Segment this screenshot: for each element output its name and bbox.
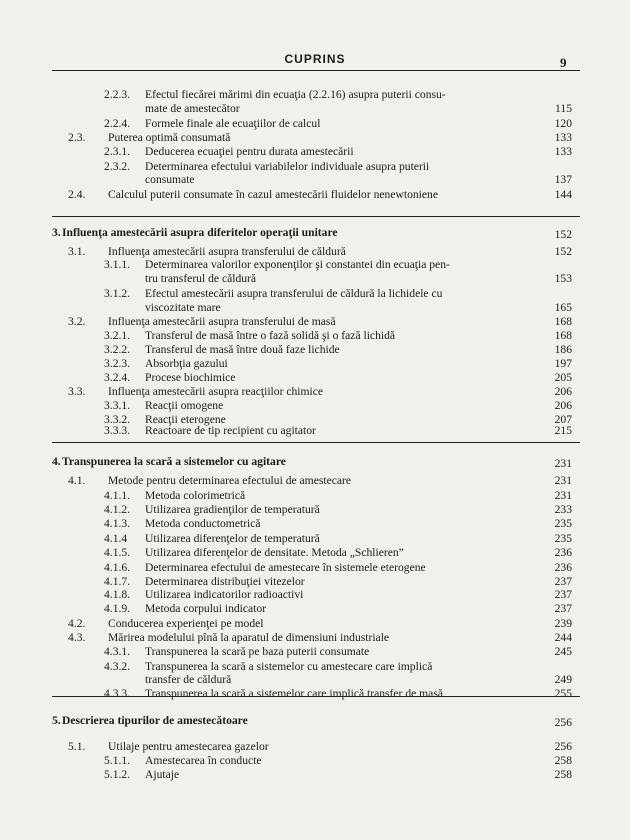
toc-entry-number: 4.1.9.: [104, 602, 131, 615]
toc-entry-number: 4.3.2.: [104, 660, 131, 673]
toc-entry-title: consumate: [145, 173, 195, 186]
toc-entry-page: 236: [554, 546, 572, 559]
toc-entry-number: 3.3.: [68, 385, 86, 398]
toc-entry-number: 3.2.2.: [104, 343, 131, 356]
toc-entry-title: Determinarea valorilor exponenţilor şi constantei din ecuaţia pen-: [145, 258, 450, 271]
toc-entry-number: 5.1.1.: [104, 754, 131, 767]
toc-entry-title: Metoda colorimetrică: [145, 489, 246, 502]
toc-entry-page: 206: [554, 385, 572, 398]
toc-entry-number: 2.3.1.: [104, 145, 131, 158]
toc-entry-title: mate de amestecător: [145, 102, 240, 115]
toc-entry-title: viscozitate mare: [145, 301, 221, 314]
toc-entry-number: 3.1.2.: [104, 287, 131, 300]
toc-entry-page: 120: [554, 117, 572, 130]
toc-entry-page: 235: [554, 517, 572, 530]
toc-entry-page: 197: [554, 357, 572, 370]
toc-entry-title: Utilaje pentru amestecarea gazelor: [108, 740, 269, 753]
toc-entry-page: 231: [554, 457, 572, 470]
toc-entry-number: 2.3.2.: [104, 160, 131, 173]
toc-entry-page: 152: [554, 228, 572, 241]
toc-entry-number: 3.2.: [68, 315, 86, 328]
toc-entry-title: Formele finale ale ecuaţiilor de calcul: [145, 117, 321, 130]
toc-entry-page: 152: [554, 245, 572, 258]
toc-entry-number: 4.1.8.: [104, 588, 131, 601]
toc-entry-page: 236: [554, 561, 572, 574]
toc-entry-page: 186: [554, 343, 572, 356]
toc-entry-number: 4.1.3.: [104, 517, 131, 530]
toc-entry-number: 4.1.4: [104, 532, 128, 545]
toc-entry-page: 237: [554, 575, 572, 588]
toc-entry-title: Metoda corpului indicator: [145, 602, 267, 615]
toc-entry-page: 237: [554, 588, 572, 601]
toc-entry-number: 2.2.4.: [104, 117, 131, 130]
toc-entry-title: Efectul amestecării asupra transferului de căldură la lichidele cu: [145, 287, 443, 300]
toc-entry-title: Transpunerea la scară a sistemelor cu amestecare care implică: [145, 660, 433, 673]
toc-entry-page: 133: [554, 131, 572, 144]
toc-entry-number: 5.1.: [68, 740, 86, 753]
toc-entry-number: 4.2.: [68, 617, 86, 630]
toc-entry-page: 256: [554, 740, 572, 753]
toc-entry-page: 245: [554, 645, 572, 658]
toc-entry-number: 4.3.: [68, 631, 86, 644]
toc-entry-page: 233: [554, 503, 572, 516]
toc-entry-title: Puterea optimă consumată: [108, 131, 231, 144]
toc-entry-number: 3.2.4.: [104, 371, 131, 384]
toc-entry-page: 168: [554, 329, 572, 342]
toc-entry-page: 231: [554, 489, 572, 502]
toc-entry-title: Transferul de masă între o fază solidă şi o fază lichidă: [145, 329, 396, 342]
toc-entry-number: 5.: [52, 714, 61, 727]
toc-entry-title: Reacţii eterogene: [145, 413, 226, 426]
toc-entry-title: Procese biochimice: [145, 371, 236, 384]
toc-entry-number: 4.: [52, 455, 61, 468]
toc-entry-title: Utilizarea diferenţelor de temperatură: [145, 532, 320, 545]
toc-entry-page: 133: [554, 145, 572, 158]
header-rule: [52, 70, 580, 71]
toc-entry-number: 4.1.2.: [104, 503, 131, 516]
toc-entry-title: Ajutaje: [145, 768, 180, 781]
toc-entry-title: Transpunerea la scară a sistemelor care implică transfer de masă: [145, 687, 443, 700]
toc-entry-number: 4.3.3.: [104, 687, 131, 700]
toc-entry-page: 206: [554, 399, 572, 412]
toc-entry-title: Mărirea modelului pînă la aparatul de dimensiuni industriale: [108, 631, 390, 644]
toc-entry-page: 137: [554, 173, 572, 186]
toc-entry-title: Transferul de masă între două faze lichide: [145, 343, 340, 356]
toc-entry-page: 144: [554, 188, 572, 201]
toc-entry-title: Metoda conductometrică: [145, 517, 261, 530]
toc-entry-title: Determinarea distribuţiei vitezelor: [145, 575, 305, 588]
toc-entry-number: 3.3.1.: [104, 399, 131, 412]
toc-entry-title: Determinarea efectului de amestecare în sistemele eterogene: [145, 561, 426, 574]
toc-entry-title: Influenţa amestecării asupra transferului de masă: [108, 315, 336, 328]
toc-entry-title: Influenţa amestecării asupra reacţiilor chimice: [108, 385, 324, 398]
toc-entry-number: 3.1.1.: [104, 258, 131, 271]
toc-entry-title: Influenţa amestecării asupra transferului de căldură: [108, 245, 346, 258]
toc-entry-title: Utilizarea diferenţelor de densitate. Metoda „Schlieren”: [145, 546, 404, 559]
toc-entry-page: 235: [554, 532, 572, 545]
toc-entry-title: Transpunerea la scară a sistemelor cu agitare: [62, 455, 286, 468]
toc-entry-title: Efectul fiecărei mărimi din ecuaţia (2.2.16) asupra puterii consu-: [145, 88, 446, 101]
toc-entry-page: 258: [554, 754, 572, 767]
toc-entry-number: 5.1.2.: [104, 768, 131, 781]
toc-entry-title: Deducerea ecuaţiei pentru durata amestecării: [145, 145, 354, 158]
toc-entry-number: 3.1.: [68, 245, 86, 258]
toc-entry-page: 255: [554, 687, 572, 700]
toc-entry-title: tru transferul de căldură: [145, 272, 257, 285]
toc-entry-title: Reactoare de tip recipient cu agitator: [145, 424, 316, 437]
toc-entry-number: 4.1.1.: [104, 489, 131, 502]
toc-entry-page: 244: [554, 631, 572, 644]
toc-entry-number: 3.3.3.: [104, 424, 131, 437]
toc-entry-page: 165: [554, 301, 572, 314]
page-header-title: CUPRINS: [284, 52, 346, 66]
toc-entry-number: 2.3.: [68, 131, 86, 144]
toc-entry-number: 3.2.3.: [104, 357, 131, 370]
section-divider: [52, 442, 580, 443]
toc-entry-number: 3.: [52, 226, 61, 239]
toc-entry-page: 153: [554, 272, 572, 285]
toc-entry-title: Utilizarea gradienţilor de temperatură: [145, 503, 320, 516]
toc-entry-number: 4.1.: [68, 474, 86, 487]
toc-entry-number: 2.2.3.: [104, 88, 131, 101]
toc-entry-page: 237: [554, 602, 572, 615]
section-divider: [52, 696, 580, 697]
toc-entry-number: 4.3.1.: [104, 645, 131, 658]
toc-entry-page: 168: [554, 315, 572, 328]
toc-entry-number: 4.1.6.: [104, 561, 131, 574]
toc-entry-title: Calculul puterii consumate în cazul amestecării fluidelor nenewtoniene: [108, 188, 438, 201]
section-divider: [52, 216, 580, 217]
toc-entry-title: Descrierea tipurilor de amestecătoare: [62, 714, 248, 727]
toc-entry-title: Transpunerea la scară pe baza puterii consumate: [145, 645, 370, 658]
toc-entry-title: Influenţa amestecării asupra diferitelor operaţii unitare: [62, 226, 338, 239]
toc-entry-page: 231: [554, 474, 572, 487]
toc-entry-page: 207: [554, 413, 572, 426]
toc-entry-page: 249: [554, 673, 572, 686]
toc-entry-page: 215: [554, 424, 572, 437]
toc-entry-page: 239: [554, 617, 572, 630]
toc-entry-title: Determinarea efectului variabilelor individuale asupra puterii: [145, 160, 430, 173]
toc-entry-page: 115: [555, 102, 572, 115]
toc-entry-title: Utilizarea indicatorilor radioactivi: [145, 588, 304, 601]
toc-entry-title: Metode pentru determinarea efectului de amestecare: [108, 474, 352, 487]
toc-entry-page: 205: [554, 371, 572, 384]
toc-entry-title: Reacţii omogene: [145, 399, 224, 412]
toc-entry-number: 3.3.2.: [104, 413, 131, 426]
toc-entry-number: 2.4.: [68, 188, 86, 201]
toc-entry-number: 3.2.1.: [104, 329, 131, 342]
toc-entry-title: Conducerea experienţei pe model: [108, 617, 264, 630]
toc-entry-page: 258: [554, 768, 572, 781]
page-number: 9: [560, 55, 567, 70]
toc-entry-page: 256: [554, 716, 572, 729]
toc-entry-number: 4.1.7.: [104, 575, 131, 588]
toc-entry-title: Absorbţia gazului: [145, 357, 228, 370]
toc-entry-number: 4.1.5.: [104, 546, 131, 559]
toc-entry-title: Amestecarea în conducte: [145, 754, 262, 767]
toc-entry-title: transfer de căldură: [145, 673, 232, 686]
